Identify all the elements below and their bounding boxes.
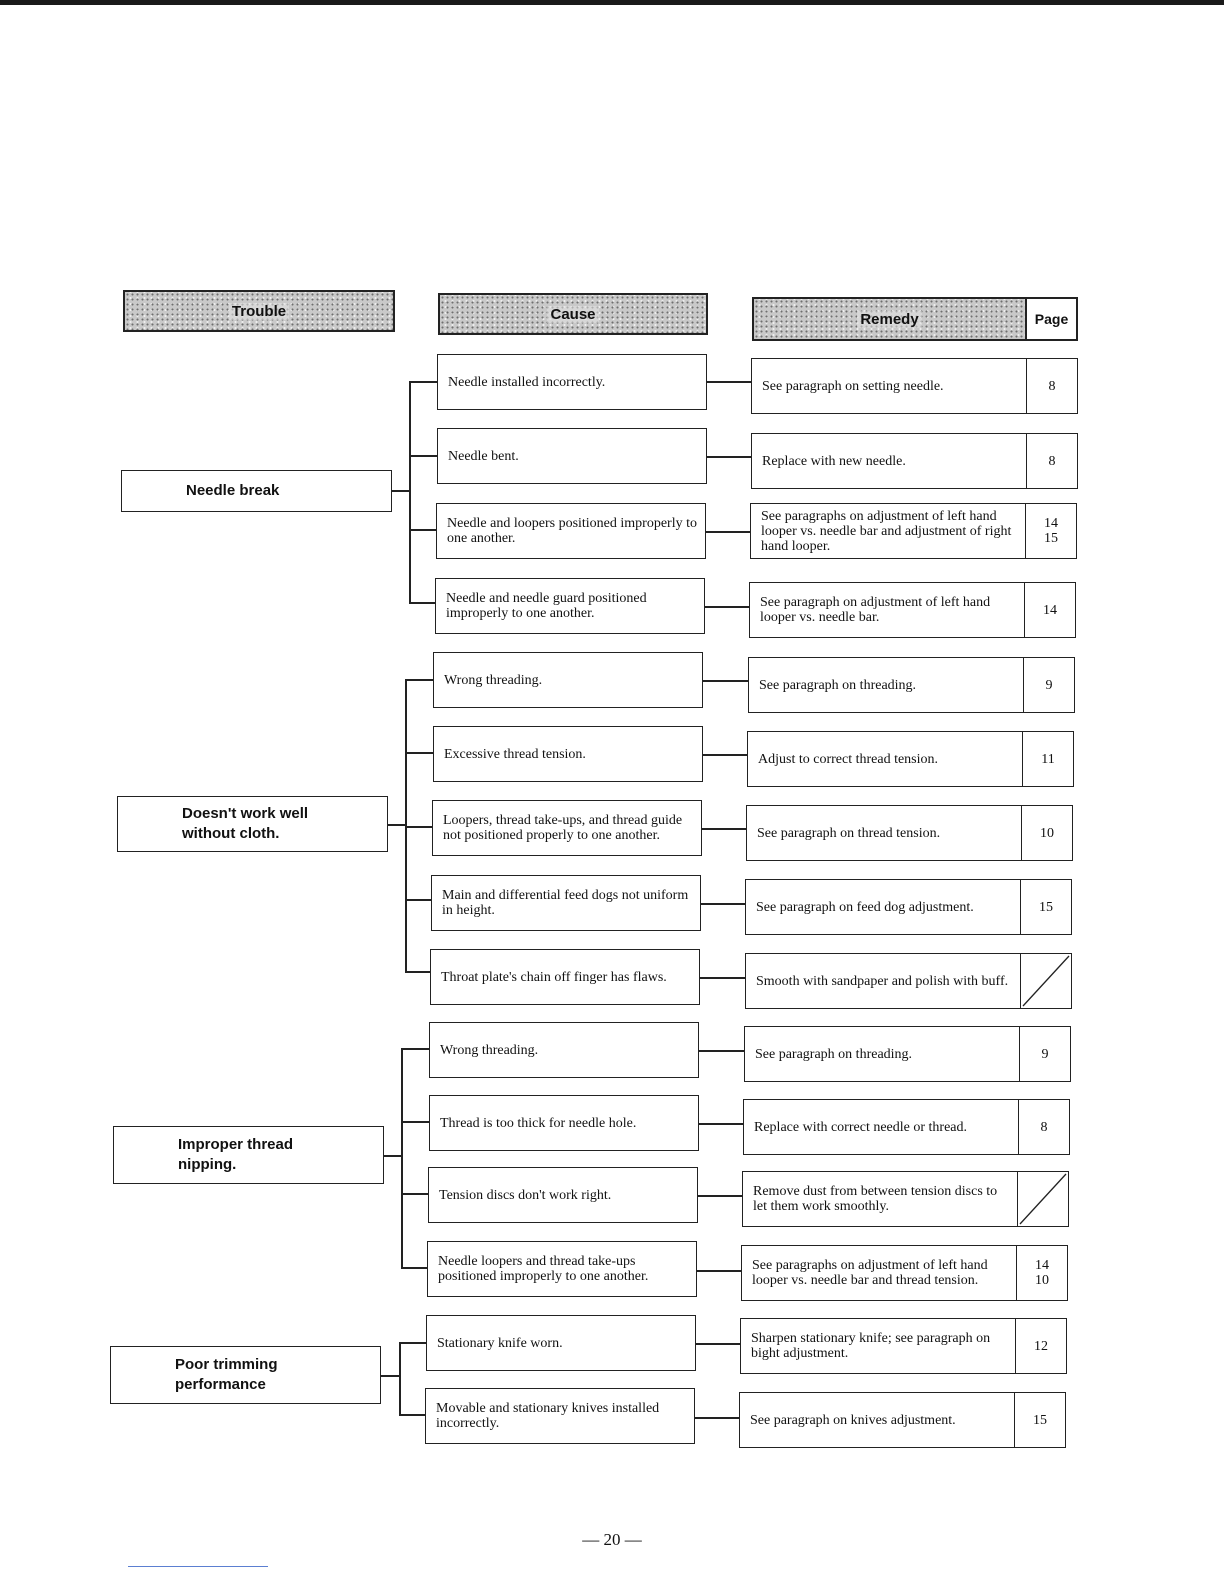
trouble-box-needle-break xyxy=(121,470,392,512)
trouble-header-label: Trouble xyxy=(229,303,289,320)
page-ref: 9 xyxy=(1019,1027,1070,1081)
page-ref: 11 xyxy=(1022,732,1073,786)
connector-line xyxy=(391,490,410,492)
page-header xyxy=(1025,297,1078,341)
remedy-text: Adjust to correct thread tension. xyxy=(758,751,939,767)
trouble-box-thread-nipping xyxy=(113,1126,384,1184)
cause-text: Thread is too thick for needle hole. xyxy=(440,1115,637,1131)
page-ref: 15 xyxy=(1020,880,1071,934)
remedy-text: See paragraph on knives adjustment. xyxy=(750,1412,956,1428)
remedy-header-label: Remedy xyxy=(857,311,921,328)
cause-box xyxy=(429,1022,699,1078)
connector-line xyxy=(698,1195,742,1197)
remedy-box xyxy=(747,731,1074,787)
remedy-box xyxy=(749,582,1076,638)
cause-box xyxy=(437,428,707,484)
remedy-box xyxy=(746,805,1073,861)
connector-line xyxy=(401,1048,429,1050)
cause-box xyxy=(428,1167,698,1223)
page-ref: 14 10 xyxy=(1016,1246,1067,1300)
page-ref: 14 15 xyxy=(1025,504,1076,558)
remedy-text: See paragraph on threading. xyxy=(755,1046,913,1062)
connector-line xyxy=(380,1375,400,1377)
trouble-label: Doesn't work well without cloth. xyxy=(182,805,309,842)
page-ref: 12 xyxy=(1015,1319,1066,1373)
connector-line xyxy=(405,971,430,973)
remedy-box xyxy=(751,433,1078,489)
connector-line xyxy=(699,1050,744,1052)
connector-line xyxy=(409,602,435,604)
connector-line xyxy=(707,381,751,383)
remedy-text: Replace with new needle. xyxy=(762,453,906,469)
remedy-box xyxy=(751,358,1078,414)
cause-text: Needle installed incorrectly. xyxy=(448,374,606,390)
cause-text: Main and differential feed dogs not uniform in height. xyxy=(442,888,689,918)
connector-line xyxy=(696,1343,740,1345)
remedy-text: See paragraphs on adjustment of left hand looper vs. needle bar and thread tension. xyxy=(752,1258,988,1288)
page-ref: 15 xyxy=(1014,1393,1065,1447)
page-ref: 8 xyxy=(1026,359,1077,413)
remedy-text: Sharpen stationary knife; see paragraph on bight adjustment. xyxy=(751,1331,991,1361)
remedy-header xyxy=(752,297,1027,341)
cause-box xyxy=(432,800,702,856)
remedy-box xyxy=(742,1171,1069,1227)
remedy-text: Remove dust from between tension discs to let them work smoothly. xyxy=(753,1184,998,1214)
connector-line xyxy=(695,1417,739,1419)
cause-text: Wrong threading. xyxy=(444,672,543,688)
remedy-box xyxy=(741,1245,1068,1301)
connector-line xyxy=(707,456,751,458)
cause-box xyxy=(426,1315,696,1371)
remedy-box xyxy=(750,503,1077,559)
connector-line xyxy=(705,606,749,608)
page-ref: 10 xyxy=(1021,806,1072,860)
connector-line xyxy=(700,977,745,979)
cause-text: Tension discs don't work right. xyxy=(439,1187,612,1203)
page-ref-none xyxy=(1020,954,1071,1008)
cause-text: Throat plate's chain off finger has flaws. xyxy=(441,969,667,985)
connector-line xyxy=(383,1155,402,1157)
cause-text: Excessive thread tension. xyxy=(444,746,586,762)
cause-text: Needle bent. xyxy=(448,448,519,464)
connector-line xyxy=(703,754,747,756)
cause-text: Stationary knife worn. xyxy=(437,1335,563,1351)
connector-line xyxy=(405,826,432,828)
connector-line xyxy=(409,455,437,457)
connector-line xyxy=(706,531,750,533)
page-header-label: Page xyxy=(1034,311,1069,327)
connector-line xyxy=(409,529,436,531)
cause-box xyxy=(433,726,703,782)
connector-line xyxy=(387,824,406,826)
connector-line xyxy=(699,1123,743,1125)
trouble-label: Improper thread nipping. xyxy=(178,1136,294,1173)
connector-line xyxy=(399,1342,426,1344)
bottom-rule xyxy=(128,1566,268,1567)
remedy-text: See paragraph on feed dog adjustment. xyxy=(756,899,974,915)
remedy-text: See paragraph on adjustment of left hand looper vs. needle bar. xyxy=(760,595,991,625)
trouble-label: Needle break xyxy=(186,482,280,499)
cause-box xyxy=(430,949,700,1005)
connector-line xyxy=(401,1121,429,1123)
cause-text: Movable and stationary knives installed incorrectly. xyxy=(436,1401,660,1431)
cause-text: Needle and loopers positioned improperly to one another. xyxy=(447,516,697,546)
remedy-text: See paragraph on threading. xyxy=(759,677,917,693)
remedy-box xyxy=(739,1392,1066,1448)
connector-line xyxy=(399,1414,425,1416)
remedy-text: Smooth with sandpaper and polish with buff. xyxy=(756,973,1009,989)
connector-line xyxy=(702,828,746,830)
bracket-line xyxy=(399,1342,401,1414)
not-applicable-slash-icon xyxy=(1018,1172,1068,1226)
cause-box xyxy=(425,1388,695,1444)
connector-line xyxy=(405,899,431,901)
connector-line xyxy=(405,679,433,681)
bracket-line xyxy=(409,381,411,602)
page-ref: 9 xyxy=(1023,658,1074,712)
cause-text: Needle loopers and thread take-ups positioned improperly to one another. xyxy=(438,1254,649,1284)
trouble-box-poor-trimming xyxy=(110,1346,381,1404)
trouble-label: Poor trimming performance xyxy=(175,1356,278,1393)
remedy-box xyxy=(743,1099,1070,1155)
remedy-box xyxy=(745,879,1072,935)
cause-box xyxy=(429,1095,699,1151)
connector-line xyxy=(401,1267,427,1269)
cause-text: Loopers, thread take-ups, and thread guide not positioned properly to one another. xyxy=(443,813,683,843)
cause-text: Needle and needle guard positioned improperly to one another. xyxy=(446,591,647,621)
not-applicable-slash-icon xyxy=(1021,954,1071,1008)
top-edge-bar xyxy=(0,0,1224,5)
page-ref: 8 xyxy=(1026,434,1077,488)
cause-box xyxy=(437,354,707,410)
remedy-box xyxy=(740,1318,1067,1374)
cause-box xyxy=(436,503,706,559)
remedy-box xyxy=(748,657,1075,713)
remedy-box xyxy=(745,953,1072,1009)
cause-text: Wrong threading. xyxy=(440,1042,539,1058)
cause-header xyxy=(438,293,708,335)
page-ref: 14 xyxy=(1024,583,1075,637)
connector-line xyxy=(703,680,748,682)
remedy-text: Replace with correct needle or thread. xyxy=(754,1119,968,1135)
cause-box xyxy=(435,578,705,634)
connector-line xyxy=(701,903,745,905)
remedy-text: See paragraph on setting needle. xyxy=(762,378,944,394)
connector-line xyxy=(409,381,437,383)
connector-line xyxy=(697,1270,741,1272)
remedy-text: See paragraphs on adjustment of left hand looper vs. needle bar and adjustment of right hand looper. xyxy=(761,508,1012,554)
remedy-box xyxy=(744,1026,1071,1082)
cause-header-label: Cause xyxy=(547,306,598,323)
cause-box xyxy=(433,652,703,708)
page-ref-none xyxy=(1017,1172,1068,1226)
bracket-line xyxy=(405,679,407,971)
page-number: — 20 — xyxy=(582,1530,642,1549)
page-ref: 8 xyxy=(1018,1100,1069,1154)
trouble-box-without-cloth xyxy=(117,796,388,852)
cause-box xyxy=(431,875,701,931)
connector-line xyxy=(405,752,433,754)
trouble-header xyxy=(123,290,395,332)
connector-line xyxy=(401,1193,428,1195)
cause-box xyxy=(427,1241,697,1297)
bracket-line xyxy=(401,1048,403,1267)
remedy-text: See paragraph on thread tension. xyxy=(757,825,941,841)
